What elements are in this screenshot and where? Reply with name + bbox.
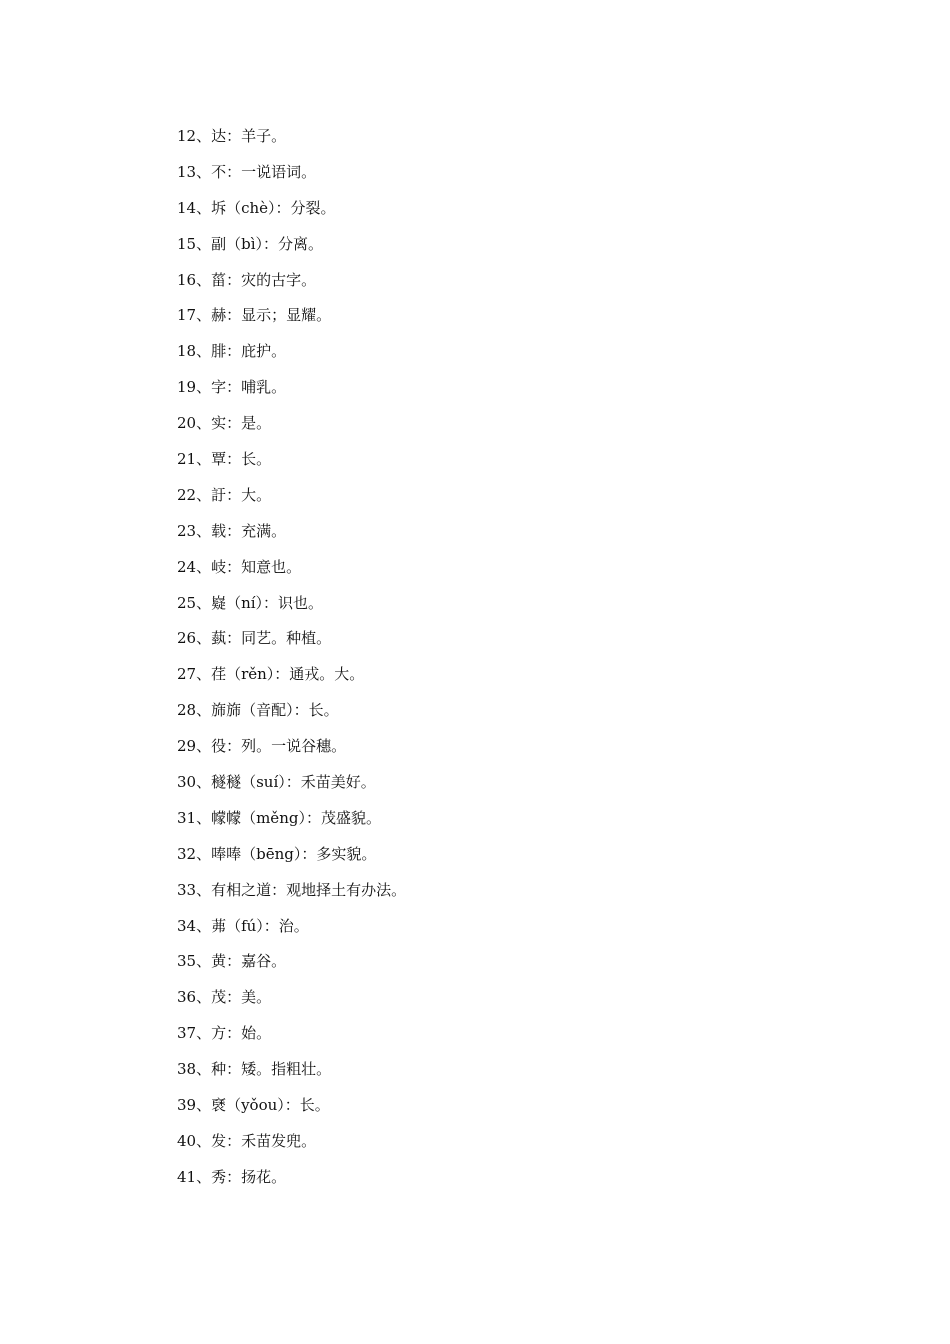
annotation-item: 13、不：一说语词。 — [177, 162, 317, 181]
annotation-item: 33、有相之道：观地择土有办法。 — [177, 880, 407, 899]
annotation-item: 35、黄：嘉谷。 — [177, 952, 287, 971]
annotation-item: 23、载：充满。 — [177, 521, 287, 540]
annotation-item: 15、副（bì）：分离。 — [177, 234, 323, 253]
annotation-item: 29、役：列。一说谷穗。 — [177, 737, 347, 756]
annotation-item: 21、覃：长。 — [177, 450, 272, 469]
annotation-item: 18、腓：庇护。 — [177, 342, 287, 361]
annotation-item: 37、方：始。 — [177, 1024, 272, 1043]
annotation-item: 39、褎（yǒou）：长。 — [177, 1096, 330, 1115]
annotation-item: 22、訏：大。 — [177, 485, 272, 504]
annotation-item: 14、坼（chè）：分裂。 — [177, 198, 336, 217]
annotation-item: 25、嶷（ní）：识也。 — [177, 593, 324, 612]
annotation-item: 31、幪幪（měng）：茂盛貌。 — [177, 808, 381, 827]
annotation-item: 27、荏（rěn）：通戎。大。 — [177, 665, 365, 684]
annotation-item: 26、蓺：同艺。种植。 — [177, 629, 332, 648]
annotation-item: 24、岐：知意也。 — [177, 557, 302, 576]
annotation-item: 40、发：禾苗发兜。 — [177, 1131, 317, 1150]
annotation-item: 28、旆旆（音配）：长。 — [177, 701, 339, 720]
annotation-item: 34、茀（fú）：治。 — [177, 916, 309, 935]
annotation-list — [177, 124, 406, 1201]
annotation-item: 12、达：羊子。 — [177, 127, 287, 145]
annotation-item: 36、茂：美。 — [177, 988, 272, 1007]
annotation-item: 38、种：矮。指粗壮。 — [177, 1060, 332, 1079]
annotation-item: 32、唪唪（bēng）：多实貌。 — [177, 844, 377, 863]
annotation-item: 16、菑：灾的古字。 — [177, 270, 317, 289]
annotation-item: 41、秀：扬花。 — [177, 1167, 287, 1186]
annotation-item: 20、实：是。 — [177, 414, 272, 433]
annotation-item: 19、字：哺乳。 — [177, 378, 287, 397]
annotation-item: 30、穟穟（suí）：禾苗美好。 — [177, 773, 376, 792]
annotation-item: 17、赫：显示；显耀。 — [177, 306, 332, 325]
